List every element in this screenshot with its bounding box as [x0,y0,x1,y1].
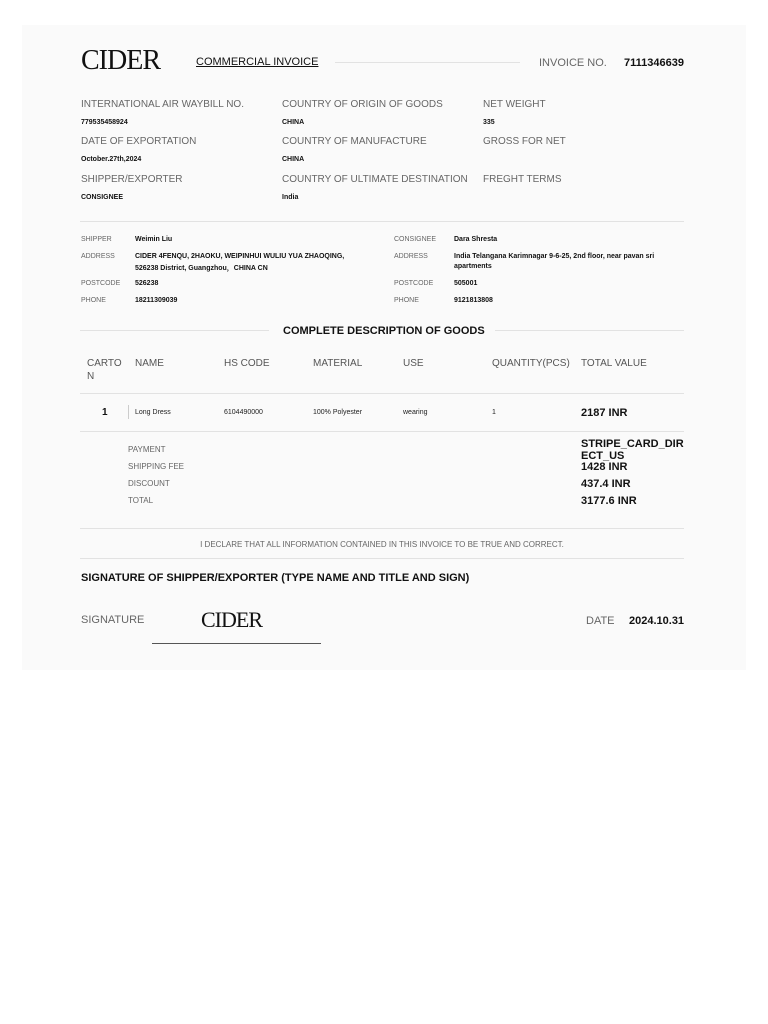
consignee-postcode: 505001 [454,280,478,287]
shipper-phone: 18211309039 [135,297,178,304]
shipping-fee-value: 1428 INR [581,461,628,473]
col-total-value: TOTAL VALUE [581,358,647,369]
signature-section-title: SIGNATURE OF SHIPPER/EXPORTER (TYPE NAME AND TITLE AND SIGN) [81,572,470,584]
col-quantity: QUANTITY(PCS) [492,358,570,369]
consignee-name: Dara Shresta [454,236,498,243]
declaration-text: I DECLARE THAT ALL INFORMATION CONTAINED IN THIS INVOICE TO BE TRUE AND CORRECT. [200,540,564,549]
cider-logo: CIDER [81,45,160,76]
payment-value-line2: ECT_US [581,450,625,462]
export-date-value: October.27th,2024 [81,156,142,163]
date-label: DATE [586,615,615,627]
discount-label: DISCOUNT [128,479,170,488]
row-carton: 1 [102,407,108,418]
consignee-address-line1: India Telangana Karimnagar 9-6-25, 2nd floor, near pavan sri [454,253,655,260]
shipper-address-line1: CIDER 4FENQU, 2HAOKU, WEIPINHUI WULIU YUA ZHAOQING, [135,253,345,260]
col-carton-line2: N [87,371,95,382]
awb-value: 779535458924 [81,119,128,126]
freight-label: FREGHT TERMS [483,174,562,185]
shipper-address-line2: 526238 District, Guangzhou，CHINA CN [135,265,268,272]
signature-line [152,643,321,644]
signature-mark: CIDER [201,607,262,632]
shipper-name-label: SHIPPER [81,236,112,243]
awb-label: INTERNATIONAL AIR WAYBILL NO. [81,99,244,110]
col-hs-code: HS CODE [224,358,270,369]
shipper-name: Weimin Liu [135,236,173,243]
invoice-sheet [22,25,746,670]
date-value: 2024.10.31 [629,615,685,627]
manufacture-label: COUNTRY OF MANUFACTURE [282,136,427,147]
shipper-exporter-label: SHIPPER/EXPORTER [81,174,183,185]
col-use: USE [403,358,424,369]
consignee-postcode-label: POSTCODE [394,280,434,287]
shipper-postcode: 526238 [135,280,159,287]
net-weight-value: 335 [483,119,495,126]
consignee-address-line2: apartments [454,263,492,270]
row-material: 100% Polyester [313,409,363,416]
net-weight-label: NET WEIGHT [483,99,546,110]
origin-value: CHINA [282,119,305,126]
goods-section-title: COMPLETE DESCRIPTION OF GOODS [283,325,485,337]
col-material: MATERIAL [313,358,363,369]
col-name: NAME [135,358,164,369]
gross-label: GROSS FOR NET [483,136,566,147]
row-hs-code: 6104490000 [224,409,263,416]
row-total-value: 2187 INR [581,407,628,419]
origin-label: COUNTRY OF ORIGIN OF GOODS [282,99,443,110]
shipping-fee-label: SHIPPING FEE [128,462,185,471]
invoice-no: 7111346639 [624,57,684,69]
shipper-phone-label: PHONE [81,297,106,304]
consignee-name-label: CONSIGNEE [394,236,437,243]
row-use: wearing [403,409,428,416]
payment-label: PAYMENT [128,445,166,454]
total-label: TOTAL [128,496,154,505]
consignee-address-label: ADDRESS [394,253,428,260]
discount-value: 437.4 INR [581,478,631,490]
destination-value: India [282,194,299,201]
shipper-exporter-value: CONSIGNEE [81,194,124,201]
row-name: Long Dress [135,409,171,416]
shipper-address-label: ADDRESS [81,253,115,260]
destination-label: COUNTRY OF ULTIMATE DESTINATION [282,174,468,185]
total-value: 3177.6 INR [581,495,637,507]
export-date-label: DATE OF EXPORTATION [81,136,197,147]
document-title: COMMERCIAL INVOICE [196,56,319,68]
signature-label: SIGNATURE [81,614,145,626]
invoice-no-label: INVOICE NO. [539,57,607,69]
payment-value-line1: STRIPE_CARD_DIR [581,438,684,450]
consignee-phone-label: PHONE [394,297,419,304]
col-carton-line1: CARTO [87,358,122,369]
shipper-postcode-label: POSTCODE [81,280,121,287]
consignee-phone: 9121813808 [454,297,493,304]
row-quantity: 1 [492,409,496,416]
manufacture-value: CHINA [282,156,305,163]
